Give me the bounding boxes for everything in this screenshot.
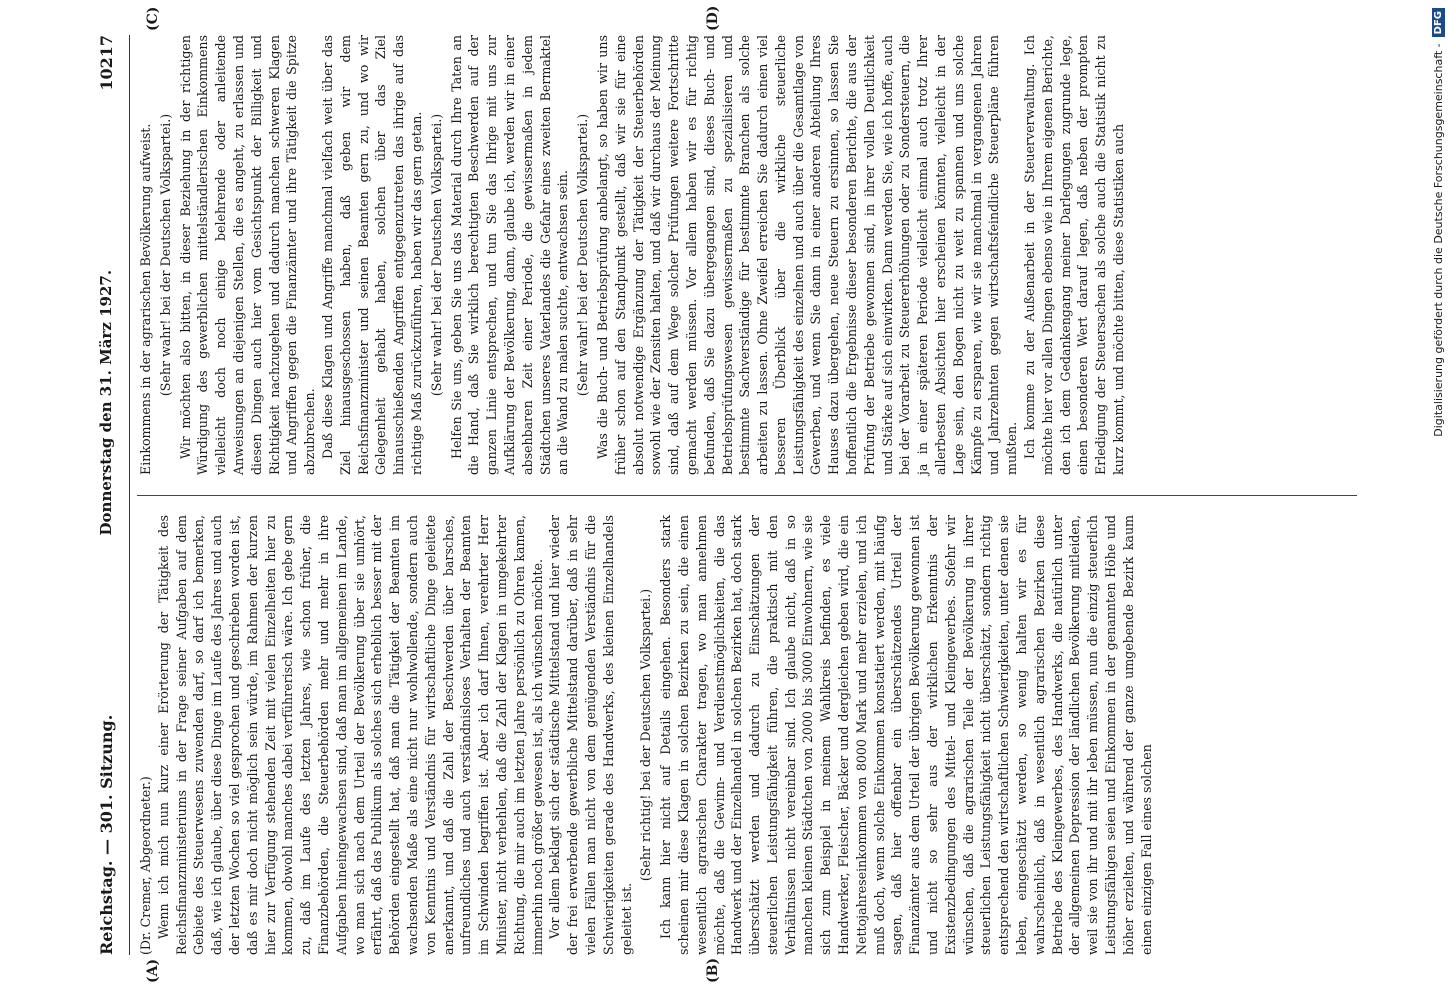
paragraph: Wir möchten also bitten, in dieser Beziehung in der richtigen Würdigung des gewerblichen mittelständlerischen Einkommens vielleicht doch noch einige belehrende oder anleitende Anweisungen an diejenigen Stellen, die es angeht, zu erlassen und diesen Dingen auch hier vom Gesichtspunkt der Billigkeit und Richtigkeit nachzugehen und dadurch manchen schweren Klagen und Angriffen gegen die Finanzämter und ihre Tätigkeit die Spitze abzubrechen. [177, 35, 318, 475]
column-divider [137, 495, 1357, 496]
interjection: (Sehr wahr! bei der Deutschen Volkspartei.) [575, 113, 591, 397]
margin-marker-d: (D) [705, 5, 721, 31]
header-session: Reichstag. — 301. Sitzung. [96, 714, 116, 955]
paragraph: Ich komme zu der Außenarbeit in der Steuerverwaltung. Ich möchte hier vor allen Dingen ebenso wie in Ihrem eigenen Berichte, den ich dem Gedankengang meiner Darlegungen zugrunde lege, einen besonderen Wert darauf legen, daß neben der prompten Erledigung der Steuersachen als solche auch die Statistik nicht zu kurz kommt, und möchte bitten, diese Statistiken auch [1022, 35, 1127, 475]
credit-line [1428, 8, 1448, 998]
paragraph: Ich kann hier nicht auf Details eingehen. Besonders stark scheinen mir diese Klagen in solchen Bezirken zu sein, die einen wesentlich agrarischen Charakter tragen, wo man annehmen möchte, daß die Gewinn- und Verdienstmöglichkeiten, die das Handwerk und der Einzelhandel in solchen Bezirken hat, doch stark überschätzt werden und dadurch zu Einschätzungen der steuerlichen Leistungsfähigkeit führen, die praktisch mit den Verhältnissen nicht vereinbar sind. Ich glaube nicht, daß in so manchen kleinen Städtchen von 2000 bis 3000 Einwohnern, wie sie sich zum Beispiel in meinem Wahlkreis befinden, es viele Handwerker, Fleischer, Bäcker und dergleichen geben wird, die ein Nettojahreseinkommen von 8000 Mark und mehr erzielen, und ich muß doch, wenn solche Einkommen konstatiert werden, mit häufig sagen, daß hier offenbar ein überschätzendes Urteil der Finanzämter aus dem Urteil der übrigen Bevölkerung gewonnen ist und nicht so sehr aus der wirklichen Erkenntnis der Existenzbedingungen des Mittel- und Kleingewerbes. Sofehr wir wünschen, daß die agrarischen Teile der Bevölkerung in ihrer steuerlichen Leistungsfähigkeit nicht überschätzt, sondern richtig entsprechend den wirtschaftlichen Schwierigkeiten, unter denen sie leben, eingeschätzt werden, so wenig halten wir es für wahrscheinlich, daß in wesentlich agrarischen Bezirken diese Betriebe des Kleingewerbes, des Handwerks, die natürlich unter der allgemeinen Depression der ländlichen Bevölkerung mitleiden, weil sie von ihr und mit ihr leben müssen, nun die einzig steuerlich Leistungsfähigen seien und Einkommen in der genannten Höhe und höher erzielten, und während der ganze umgebende Bezirk kaum einen einzigen Fall eines solchen [658, 515, 1154, 955]
dfg-logo: DFG [1432, 8, 1445, 37]
page-header [85, 35, 127, 955]
speaker-label: (Dr. Cremer, Abgeordneter.) [138, 776, 153, 955]
credit-text: Digitalisierung gefördert durch die Deutsche Forschungsgemeinschaft - [1431, 43, 1445, 437]
paragraph: Einkommens in der agrarischen Bevölkerung aufweist. [138, 123, 153, 475]
paragraph: Wenn ich mich nun kurz einer Erörterung der Tätigkeit des Reichsfinanzministeriums in der Frage seiner Aufgaben auf dem Gebiete des Steuerwesens zuwenden darf, so darf ich bemerken, daß, wie ich glaube, über diese Dinge im Laufe des Jahres und auch der letzten Wochen so viel gesprochen und geschrieben worden ist, daß es mir doch nicht möglich sein würde, im Rahmen der kurzen hier zur Verfügung stehenden Zeit mit vielen Einzelheiten hier zu kommen, obwohl manches dabei verführerisch wäre. Ich gebe gern zu, daß im Laufe des letzten Jahres, wie schon früher, die Finanzbehörden, die Steuerbehörden mehr und mehr in ihre Aufgaben hineingewachsen sind, daß man im allgemeinen im Lande, wo man sich nach dem Urteil der Bevölkerung über sie umhört, erfährt, daß das Publikum als solches sich erheblich besser mit der Behörden eingestellt hat, daß man die Tätigkeit der Beamten im wachsenden Maße als eine nicht nur wohlwollende, sondern auch von Kenntnis und Verständnis für wirtschaftliche Dinge geleitete anerkannt, und daß die Zahl der Beschwerden über barsches, unfreundliches und auch verständnisloses Verhalten der Beamten im Schwinden begriffen ist. Aber ich darf Ihnen, verehrter Herr Minister, nicht verhehlen, daß die Zahl der Klagen in umgekehrter Richtung, die mir auch im letzten Jahre persönlich zu Ohren kamen, immerhin noch größer gewesen ist, als ich wünschen möchte. [155, 515, 545, 955]
interjection: (Sehr wahr! bei der Deutschen Volkspartei.) [428, 113, 444, 397]
paragraph: Daß diese Klagen und Angriffe manchmal vielfach weit über das Ziel hinausgeschossen haben, daß geben wir dem Reichsfinanzminister und seinen Beamten gern zu, und wo wir Gelegenheit gehabt haben, solchen über das Ziel hinausschießenden Angriffen entgegenzutreten das ihrige auf das richtige Maß zurückzuführen, haben wir das gern getan. [319, 35, 424, 475]
margin-marker-b: (B) [705, 957, 721, 983]
header-date: Donnerstag den 31. März 1927. [97, 269, 115, 536]
header-page-number: 10217 [96, 35, 116, 91]
interjection: (Sehr richtig! bei der Deutschen Volkspartei.) [638, 588, 654, 882]
right-column [137, 35, 1357, 475]
margin-marker-c: (C) [145, 6, 161, 31]
margin-marker-a: (A) [145, 958, 161, 983]
paragraph: Helfen Sie uns, geben Sie uns das Material durch Ihre Taten an die Hand, daß Sie wirklich berechtigten Beschwerden auf der ganzen Linie entsprechen, und tun Sie das Ihrige mit uns zur Aufklärung der Bevölkerung, dann, glaube ich, werden wir in einer absehbaren Zeit einer Periode, die gewissermaßen in jedem Städtchen unseres Vaterlandes die Gefahr eines zweiten Bermaktel an die Wand zu malen suchte, entwachsen sein. [448, 35, 571, 475]
header-rule [129, 35, 130, 955]
paragraph: Vor allem beklagt sich der städtische Mittelstand und hier wieder der frei erwerbende gewerbliche Mittelstand darüber, daß in sehr vielen Fällen man nicht von dem genügenden Verständnis für die Schwierigkeiten gerade des Handwerks, des kleinen Einzelhandels geleitet ist. [547, 515, 634, 955]
rotated-page-content [85, 5, 1415, 983]
interjection: (Sehr wahr! bei der Deutschen Volkspartei.) [157, 113, 173, 397]
paragraph: Was die Buch- und Betriebsprüfung anbelangt, so haben wir uns früher schon auf den Standpunkt gestellt, daß wir sie für eine absolut notwendige Ergänzung der Tätigkeit der Steuerbehörden sowohl wie der Zensiten halten, und daß wir durchaus der Meinung sind, daß auf dem Wege solcher Prüfungen weitere Fortschritte gemacht werden müssen. Vor allem haben wir es für richtig befunden, daß Sie dazu übergegangen sind, dieses Buch- und Betriebsprüfungswesen gewissermaßen zu spezialisieren und bestimmte Sachverständige für bestimmte Branchen als solche arbeiten zu lassen. Ohne Zweifel erreichen Sie dadurch einen viel besseren Überblick über die wirkliche steuerliche Leistungsfähigkeit des einzelnen und auch über die Gesamtlage von Gewerben, und wenn Sie dann in einer anderen Abteilung Ihres Hauses dazu übergehen, neue Steuern zu ersinnen, so lassen Sie hoffentlich die Ergebnisse dieser besonderen Berichte, die aus der Prüfung der Betriebe gewonnen sind, in ihrer vollen Deutlichkeit und Stärke auf sich einwirken. Dann werden Sie, wie ich hoffe, auch bei der Vorarbeit zu Steuererhöhungen oder zu Sondersteuern, die ja in einer späteren Periode vielleicht einmal auch trotz Ihrer allerbesten Absichten hier erscheinen könnten, vielleicht in der Lage sein, den Bogen nicht zu weit zu spannen und uns solche Kämpfe zu ersparen, wie wir sie manchmal in vergangenen Jahren und Jahrzehnten gegen wirtschaftsfeindliche Steuerpläne führen mußten. [594, 35, 1020, 475]
digitization-credit [1408, 8, 1445, 998]
left-column [137, 515, 1357, 955]
